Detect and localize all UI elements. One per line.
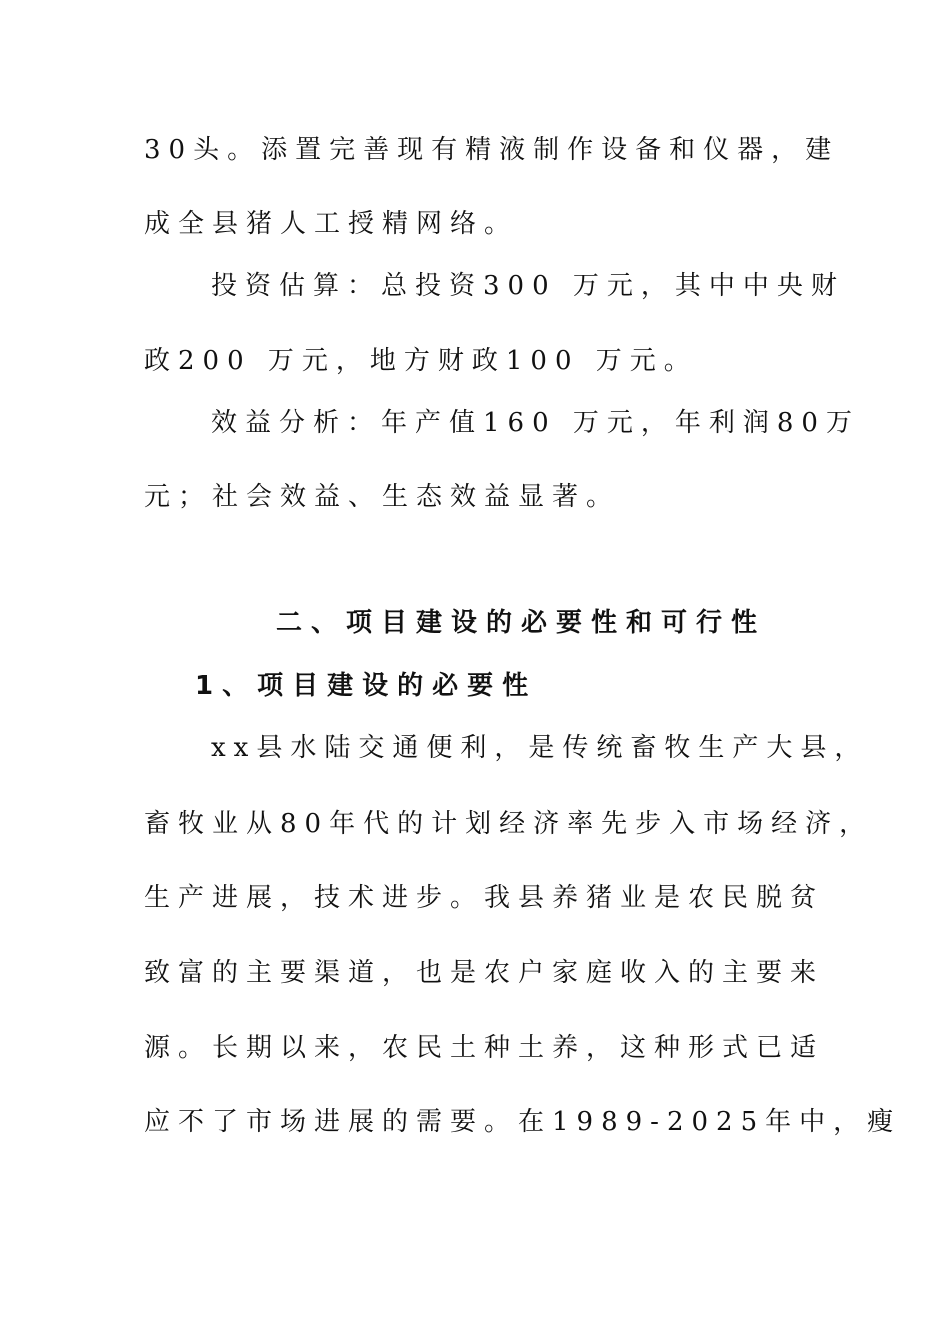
paragraph-line: 应不了市场进展的需要。在1989-2025年中，瘦 [144, 1107, 902, 1137]
paragraph-line: 成全县猪人工授精网络。 [144, 209, 519, 239]
paragraph-line: 效益分析：年产值160 万元，年利润80万 [211, 408, 860, 438]
paragraph-line: 致富的主要渠道，也是农户家庭收入的主要来 [144, 958, 825, 988]
paragraph-line: 源。长期以来，农民土种土养，这种形式已适 [144, 1033, 825, 1063]
paragraph-line: 30头。添置完善现有精液制作设备和仪器，建 [144, 135, 840, 165]
paragraph-line: xx县水陆交通便利，是传统畜牧生产大县， [211, 733, 869, 763]
paragraph-line: 政200 万元，地方财政100 万元。 [144, 346, 698, 376]
paragraph-line: 畜牧业从80年代的计划经济率先步入市场经济， [144, 809, 874, 839]
subsection-heading: 1、项目建设的必要性 [195, 671, 538, 701]
paragraph-line: 元；社会效益、生态效益显著。 [144, 482, 621, 512]
paragraph-line: 生产进展，技术进步。我县养猪业是农民脱贫 [144, 883, 825, 913]
paragraph-line: 投资估算：总投资300 万元，其中中央财 [211, 271, 845, 301]
section-heading: 二、项目建设的必要性和可行性 [276, 608, 767, 638]
